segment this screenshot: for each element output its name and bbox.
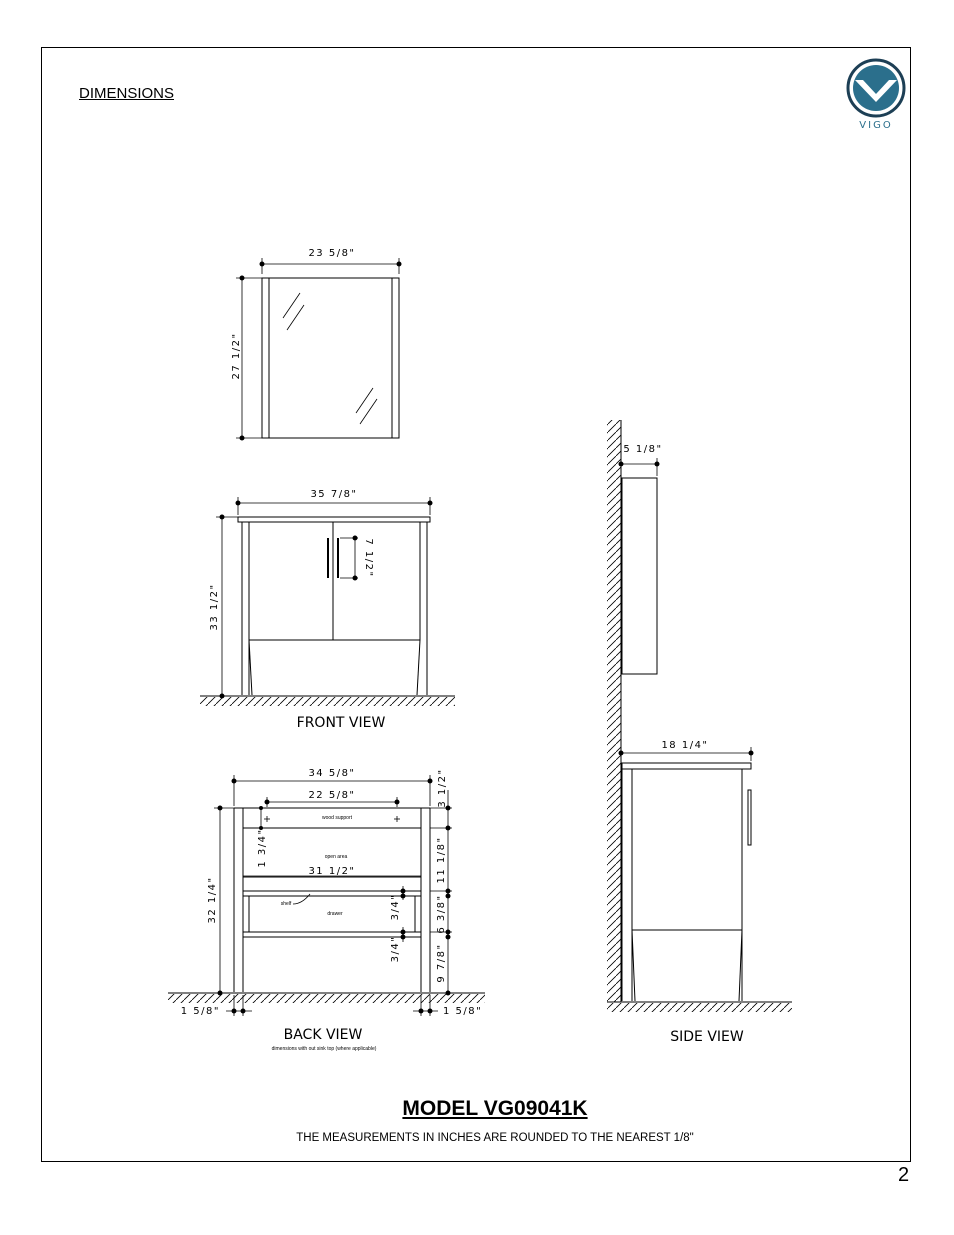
back-inner-width-label: 31 1/2" (308, 866, 356, 877)
back-shelf-thickness-2-label: 3/4" (390, 935, 401, 963)
back-view-note: dimensions with out sink top (where applicable) (271, 1046, 377, 1052)
side-depth-label: 18 1/4" (661, 740, 709, 751)
back-overall-width-label: 34 5/8" (308, 768, 356, 779)
shelf-label: shelf (280, 901, 292, 907)
back-open-height-label: 11 1/8" (436, 836, 447, 884)
model-title: MODEL VG09041K (402, 1097, 588, 1120)
side-view-drawing (607, 420, 792, 1045)
back-leg-left-label: 1 5/8" (180, 1006, 220, 1017)
back-view-title: BACK VIEW (283, 1027, 363, 1043)
front-width-label: 35 7/8" (310, 489, 358, 500)
back-shelf-thickness-1-label: 3/4" (390, 893, 401, 921)
back-drawer-height-label: 6 3/8" (436, 894, 447, 934)
back-support-height-label: 1 3/4" (257, 828, 268, 868)
logo-text: VIGO (859, 120, 893, 131)
back-view-drawing (168, 768, 485, 1052)
back-top-gap-label: 3 1/2" (437, 768, 448, 808)
vigo-logo (848, 60, 904, 131)
side-view-title: SIDE VIEW (670, 1029, 744, 1045)
page-number: 2 (898, 1164, 910, 1186)
front-view-title: FRONT VIEW (296, 715, 386, 731)
open-area-label: open area (324, 854, 348, 860)
front-handle-label: 7 1/2" (363, 538, 374, 578)
mirror-width-label: 23 5/8" (308, 248, 356, 259)
back-leg-right-label: 1 5/8" (443, 1006, 483, 1017)
wood-support-label: wood support (321, 815, 353, 821)
back-support-width-label: 22 5/8" (308, 790, 356, 801)
front-height-label: 33 1/2" (209, 583, 220, 631)
rounding-note: THE MEASUREMENTS IN INCHES ARE ROUNDED TO THE NEAREST 1/8" (296, 1132, 694, 1144)
back-leg-height-label: 9 7/8" (436, 943, 447, 983)
drawer-label: drawer (327, 911, 343, 917)
section-title: DIMENSIONS (79, 85, 175, 102)
mirror-height-label: 27 1/2" (231, 332, 242, 380)
back-height-label: 32 1/4" (207, 876, 218, 924)
side-mirror-depth-label: 5 1/8" (623, 444, 663, 455)
front-view-drawing (200, 489, 455, 731)
mirror-drawing (231, 248, 402, 441)
